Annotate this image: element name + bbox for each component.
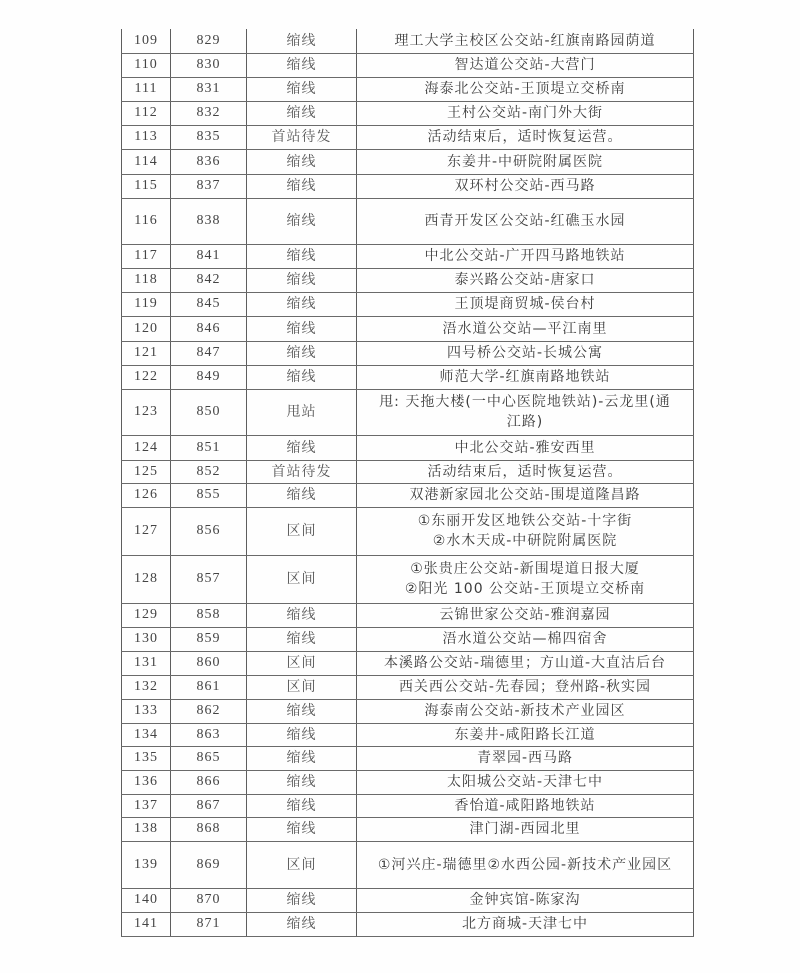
table-row (122, 651, 694, 675)
adjustment-type: 缩线 (247, 292, 357, 316)
route-description-line: 海泰南公交站-新技术产业园区 (424, 703, 626, 719)
row-sequence-number: 114 (122, 149, 171, 174)
bus-line-number: 857 (171, 555, 247, 603)
route-description-line: 泰兴路公交站-唐家口 (454, 272, 596, 288)
route-description (357, 53, 694, 77)
row-sequence-number: 139 (122, 841, 171, 888)
row-sequence-number: 125 (122, 460, 171, 483)
route-description-line: 中北公交站-广开四马路地铁站 (424, 248, 626, 264)
table-row (122, 723, 694, 746)
route-description-line: 云锦世家公交站-雅润嘉园 (439, 607, 611, 623)
bus-line-number: 847 (171, 341, 247, 365)
route-description (357, 435, 694, 460)
bus-line-number: 866 (171, 770, 247, 794)
route-description-line: 西青开发区公交站-红礁玉水园 (424, 213, 626, 229)
row-sequence-number: 115 (122, 174, 171, 198)
adjustment-type: 甩站 (247, 389, 357, 435)
route-description (357, 817, 694, 841)
route-description (357, 244, 694, 268)
route-description-line: 师范大学-红旗南路地铁站 (439, 369, 611, 385)
bus-line-number: 837 (171, 174, 247, 198)
route-description-line: 津门湖-西园北里 (469, 821, 581, 837)
row-sequence-number: 130 (122, 627, 171, 651)
bus-line-number: 858 (171, 603, 247, 627)
table-row (122, 125, 694, 149)
adjustment-type: 缩线 (247, 723, 357, 746)
table-row (122, 365, 694, 389)
table-row (122, 507, 694, 555)
bus-line-number: 855 (171, 483, 247, 507)
bus-line-number: 832 (171, 101, 247, 125)
table-row (122, 794, 694, 817)
route-description (357, 268, 694, 292)
route-description-line: ①东丽开发区地铁公交站-十字街 (417, 513, 633, 529)
adjustment-type: 缩线 (247, 77, 357, 101)
row-sequence-number: 141 (122, 912, 171, 936)
bus-line-number: 869 (171, 841, 247, 888)
route-description (357, 699, 694, 723)
bus-line-number: 845 (171, 292, 247, 316)
adjustment-type: 缩线 (247, 888, 357, 912)
bus-line-number: 835 (171, 125, 247, 149)
row-sequence-number: 127 (122, 507, 171, 555)
route-description (357, 365, 694, 389)
table-row (122, 292, 694, 316)
row-sequence-number: 111 (122, 77, 171, 101)
bus-line-number: 860 (171, 651, 247, 675)
row-sequence-number: 117 (122, 244, 171, 268)
bus-line-number: 851 (171, 435, 247, 460)
table-row (122, 198, 694, 244)
bus-line-number: 871 (171, 912, 247, 936)
adjustment-type: 缩线 (247, 817, 357, 841)
route-description-line: 四号桥公交站-长城公寓 (446, 345, 604, 361)
row-sequence-number: 122 (122, 365, 171, 389)
row-sequence-number: 140 (122, 888, 171, 912)
table-row (122, 841, 694, 888)
bus-line-number: 846 (171, 316, 247, 341)
route-description-line: 理工大学主校区公交站-红旗南路园荫道 (394, 32, 656, 49)
route-description (357, 292, 694, 316)
bus-line-number: 868 (171, 817, 247, 841)
row-sequence-number: 118 (122, 268, 171, 292)
route-description (357, 912, 694, 936)
row-sequence-number: 119 (122, 292, 171, 316)
route-description (357, 675, 694, 699)
row-sequence-number: 135 (122, 746, 171, 770)
route-description-line: 活动结束后，适时恢复运营。 (427, 463, 623, 480)
bus-line-number: 838 (171, 198, 247, 244)
row-sequence-number: 116 (122, 198, 171, 244)
route-description-line: 浯水道公交站—棉四宿舍 (442, 631, 608, 647)
route-description-line: 海泰北公交站-王顶堤立交桥南 (424, 81, 626, 97)
table-row (122, 675, 694, 699)
adjustment-type: 缩线 (247, 435, 357, 460)
route-description-line: 本溪路公交站-瑞德里；方山道-大直沽后台 (383, 655, 667, 671)
table-row (122, 389, 694, 435)
route-description-line: ①张贵庄公交站-新围堤道日报大厦 (410, 561, 640, 577)
route-description-line: 智达道公交站-大营门 (454, 57, 596, 73)
adjustment-type: 区间 (247, 675, 357, 699)
adjustment-type: 缩线 (247, 316, 357, 341)
bus-line-number: 841 (171, 244, 247, 268)
row-sequence-number: 109 (122, 29, 171, 53)
table-row (122, 603, 694, 627)
route-description-line: 双环村公交站-西马路 (454, 178, 596, 194)
adjustment-type: 首站待发 (247, 460, 357, 483)
route-description (357, 841, 694, 888)
adjustment-type: 缩线 (247, 770, 357, 794)
route-description (357, 603, 694, 627)
row-sequence-number: 132 (122, 675, 171, 699)
bus-line-number: 836 (171, 149, 247, 174)
route-description-line: 浯水道公交站—平江南里 (442, 320, 608, 337)
bus-line-number: 867 (171, 794, 247, 817)
adjustment-type: 缩线 (247, 198, 357, 244)
table-row (122, 53, 694, 77)
route-description (357, 723, 694, 746)
route-description-line: ②阳光 100 公交站-王顶堤立交桥南 (404, 581, 646, 597)
table-row (122, 435, 694, 460)
route-description (357, 198, 694, 244)
route-description (357, 101, 694, 125)
row-sequence-number: 124 (122, 435, 171, 460)
route-description-line: 青翠园-西马路 (476, 750, 574, 766)
adjustment-type: 缩线 (247, 603, 357, 627)
route-description-line: 北方商城-天津七中 (461, 916, 589, 932)
row-sequence-number: 134 (122, 723, 171, 746)
adjustment-type: 缩线 (247, 341, 357, 365)
table-row (122, 341, 694, 365)
bus-line-number: 829 (171, 29, 247, 53)
route-description-line: 西关西公交站-先春园；登州路-秋实园 (398, 679, 652, 695)
table-row (122, 699, 694, 723)
adjustment-type: 区间 (247, 841, 357, 888)
adjustment-type: 缩线 (247, 746, 357, 770)
adjustment-type: 缩线 (247, 101, 357, 125)
route-description-line: 双港新家园北公交站-围堤道隆昌路 (409, 487, 641, 503)
adjustment-type: 缩线 (247, 149, 357, 174)
table-row (122, 244, 694, 268)
row-sequence-number: 131 (122, 651, 171, 675)
row-sequence-number: 138 (122, 817, 171, 841)
bus-line-number: 859 (171, 627, 247, 651)
row-sequence-number: 126 (122, 483, 171, 507)
bus-line-number: 830 (171, 53, 247, 77)
row-sequence-number: 121 (122, 341, 171, 365)
bus-line-number: 861 (171, 675, 247, 699)
adjustment-type: 缩线 (247, 174, 357, 198)
adjustment-type: 首站待发 (247, 125, 357, 149)
table-row (122, 174, 694, 198)
route-description (357, 149, 694, 174)
table-row (122, 460, 694, 483)
route-description (357, 389, 694, 435)
bus-route-adjustment-table (121, 29, 694, 937)
adjustment-type: 区间 (247, 555, 357, 603)
route-description-line: 中北公交站-雅安西里 (454, 439, 596, 456)
table-row (122, 888, 694, 912)
row-sequence-number: 120 (122, 316, 171, 341)
row-sequence-number: 129 (122, 603, 171, 627)
table-row (122, 817, 694, 841)
table-row (122, 746, 694, 770)
bus-line-number: 842 (171, 268, 247, 292)
route-description (357, 125, 694, 149)
table-row (122, 149, 694, 174)
row-sequence-number: 137 (122, 794, 171, 817)
adjustment-type: 缩线 (247, 699, 357, 723)
route-description (357, 794, 694, 817)
table-row (122, 29, 694, 53)
route-description (357, 29, 694, 53)
table-row (122, 316, 694, 341)
row-sequence-number: 113 (122, 125, 171, 149)
row-sequence-number: 123 (122, 389, 171, 435)
adjustment-type: 缩线 (247, 53, 357, 77)
bus-line-number: 870 (171, 888, 247, 912)
adjustment-type: 缩线 (247, 794, 357, 817)
bus-line-number: 850 (171, 389, 247, 435)
route-description (357, 507, 694, 555)
route-description-line: 王顶堤商贸城-侯台村 (454, 296, 596, 312)
adjustment-type: 缩线 (247, 912, 357, 936)
table-row (122, 101, 694, 125)
route-description (357, 651, 694, 675)
table-row (122, 912, 694, 936)
table-row (122, 627, 694, 651)
bus-line-number: 849 (171, 365, 247, 389)
table-row (122, 483, 694, 507)
table-row (122, 268, 694, 292)
adjustment-type: 缩线 (247, 483, 357, 507)
route-description (357, 77, 694, 101)
adjustment-type: 缩线 (247, 29, 357, 53)
route-description-line: ②水木天成-中研院附属医院 (432, 533, 618, 549)
table-body (122, 29, 694, 936)
route-description (357, 627, 694, 651)
adjustment-type: 缩线 (247, 627, 357, 651)
row-sequence-number: 128 (122, 555, 171, 603)
route-description-line: 活动结束后，适时恢复运营。 (427, 129, 623, 145)
bus-line-number: 865 (171, 746, 247, 770)
table-row (122, 555, 694, 603)
route-description-line: 东姜井-中研院附属医院 (446, 153, 604, 170)
row-sequence-number: 110 (122, 53, 171, 77)
route-description-line: 太阳城公交站-天津七中 (446, 774, 604, 790)
route-description (357, 746, 694, 770)
bus-line-number: 852 (171, 460, 247, 483)
adjustment-type: 区间 (247, 507, 357, 555)
route-description-line: ①河兴庄-瑞德里②水西公园-新技术产业园区 (377, 856, 673, 873)
bus-line-number: 863 (171, 723, 247, 746)
route-description (357, 888, 694, 912)
route-description (357, 316, 694, 341)
adjustment-type: 区间 (247, 651, 357, 675)
route-description (357, 460, 694, 483)
adjustment-type: 缩线 (247, 244, 357, 268)
adjustment-type: 缩线 (247, 268, 357, 292)
route-description-line: 甩: 天拖大楼(一中心医院地铁站)-云龙里(通 (379, 394, 671, 410)
row-sequence-number: 112 (122, 101, 171, 125)
route-description-line: 王村公交站-南门外大街 (446, 105, 604, 121)
row-sequence-number: 136 (122, 770, 171, 794)
row-sequence-number: 133 (122, 699, 171, 723)
bus-line-number: 856 (171, 507, 247, 555)
table-row (122, 77, 694, 101)
bus-line-number: 862 (171, 699, 247, 723)
route-description-line: 江路) (506, 414, 544, 430)
route-description (357, 770, 694, 794)
table-row (122, 770, 694, 794)
route-description-line: 东姜井-咸阳路长江道 (454, 726, 596, 743)
route-description-line: 香怡道-咸阳路地铁站 (454, 797, 596, 814)
route-description (357, 341, 694, 365)
route-description (357, 555, 694, 603)
route-description (357, 174, 694, 198)
bus-line-number: 831 (171, 77, 247, 101)
adjustment-type: 缩线 (247, 365, 357, 389)
route-description-line: 金钟宾馆-陈家沟 (469, 892, 581, 908)
route-description (357, 483, 694, 507)
